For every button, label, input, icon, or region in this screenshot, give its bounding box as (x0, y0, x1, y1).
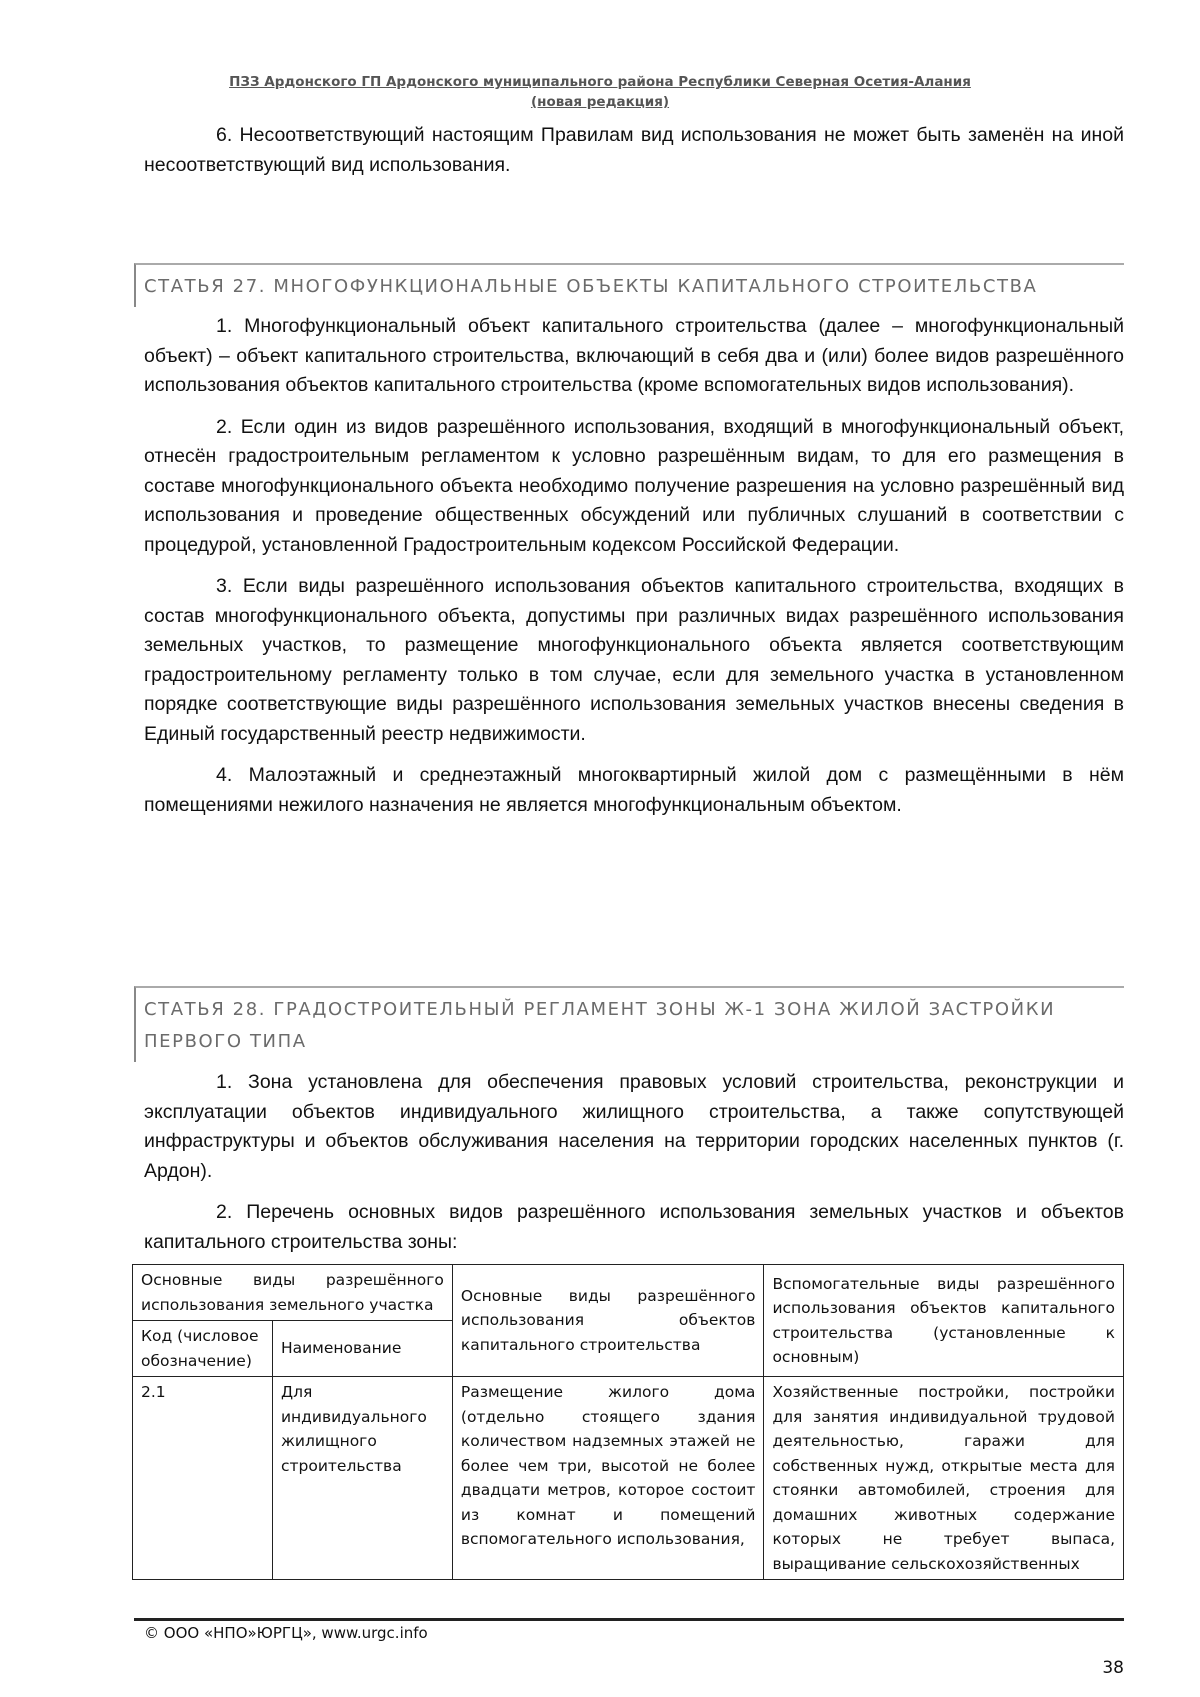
article-27-paragraph-1: 1. Многофункциональный объект капитального строительства (далее – многофункциональный объект) – объект капитального строительства, включающий в себя два и (или) более видов разрешённого использования объектов капитального строительства (кроме вспомогательных видов использования). (144, 315, 1124, 396)
cell-aux: Хозяйственные постройки, постройки для занятия индивидуальной трудовой деятельностью, гаражи для собственных нужд, открытые места для стоянки автомобилей, строения для домашних животных содержание которых не требует выпаса, выращивание сельскохозяйственных (764, 1377, 1124, 1580)
cell-code: 2.1 (133, 1377, 273, 1580)
article-28-paragraph-1: 1. Зона установлена для обеспечения правовых условий строительства, реконструкции и эксплуатации объектов индивидуального жилищного строительства, а также сопутствующей инфраструктуры и объектов обслуживания населения на территории городских населенных пунктов (г. Ардон). (144, 1071, 1124, 1182)
article-27-paragraph-4: 4. Малоэтажный и среднеэтажный многоквартирный жилой дом с размещёнными в нём помещениями нежилого назначения не является многофункциональным объектом. (144, 764, 1124, 816)
article-27-body (144, 312, 1124, 820)
footer-divider (134, 1618, 1124, 1621)
land-use-table (132, 1264, 1124, 1580)
article-27-paragraph-2: 2. Если один из видов разрешённого использования, входящий в многофункциональный объект, отнесён градостроительным регламентом к условно разрешённым видам, то для его размещения в составе многофункционального объекта необходимо получение разрешения на условно разрешённый вид использования и проведение общественных обсуждений или публичных слушаний в соответствии с процедурой, установленной Градостроительным кодексом Российской Федерации. (144, 415, 1124, 556)
intro-block (144, 121, 1124, 180)
article-28-title-line-1: СТАТЬЯ 28. ГРАДОСТРОИТЕЛЬНЫЙ РЕГЛАМЕНТ ЗОНЫ Ж-1 ЗОНА ЖИЛОЙ ЗАСТРОЙКИ (144, 999, 1056, 1020)
article-27-title: СТАТЬЯ 27. МНОГОФУНКЦИОНАЛЬНЫЕ ОБЪЕКТЫ КАПИТАЛЬНОГО СТРОИТЕЛЬСТВА (144, 276, 1038, 297)
table-header-row (133, 1265, 1124, 1321)
header-code: Код (числовое обозначение) (133, 1321, 273, 1377)
article-27-heading (134, 263, 1124, 307)
footer-copyright: © ООО «НПО»ЮРГЦ», www.urgc.info (144, 1624, 428, 1642)
article-28-heading (134, 986, 1124, 1062)
intro-paragraph: 6. Несоответствующий настоящим Правилам вид использования не может быть заменён на иной несоответствующий вид использования. (144, 124, 1124, 176)
table-row (133, 1377, 1124, 1580)
header-title: ПЗЗ Ардонского ГП Ардонского муниципального района Республики Северная Осетия-Алания (229, 74, 971, 90)
article-27-paragraph-3: 3. Если виды разрешённого использования объектов капитального строительства, входящих в состав многофункционального объекта, допустимы при различных видах разрешённого использования земельных участков, то размещение многофункционального объекта является соответствующим градостроительному регламенту только в том случае, если для земельного участка в установленном порядке соответствующие виды разрешённого использования земельных участков внесены сведения в Единый государственный реестр недвижимости. (144, 575, 1124, 745)
cell-name: Для индивидуального жилищного строительства (272, 1377, 452, 1580)
page-header (0, 72, 1200, 112)
article-28-paragraph-2: 2. Перечень основных видов разрешённого использования земельных участков и объектов капитального строительства зоны: (144, 1201, 1124, 1253)
header-main-oks: Основные виды разрешённого использования объектов капитального строительства (452, 1265, 764, 1377)
header-subtitle: (новая редакция) (530, 94, 670, 110)
cell-main: Размещение жилого дома (отдельно стоящего здания количеством надземных этажей не более чем три, высотой не более двадцати метров, которое состоит из комнат и помещений вспомогательного использования, (452, 1377, 764, 1580)
header-land-use-group: Основные виды разрешённого использования земельного участка (133, 1265, 453, 1321)
header-aux-oks: Вспомогательные виды разрешённого использования объектов капитального строительства (установленные к основным) (764, 1265, 1124, 1377)
header-name: Наименование (272, 1321, 452, 1377)
article-28-body (144, 1068, 1124, 1257)
article-28-title-line-2: ПЕРВОГО ТИПА (144, 1031, 307, 1052)
page-number: 38 (1102, 1658, 1124, 1678)
